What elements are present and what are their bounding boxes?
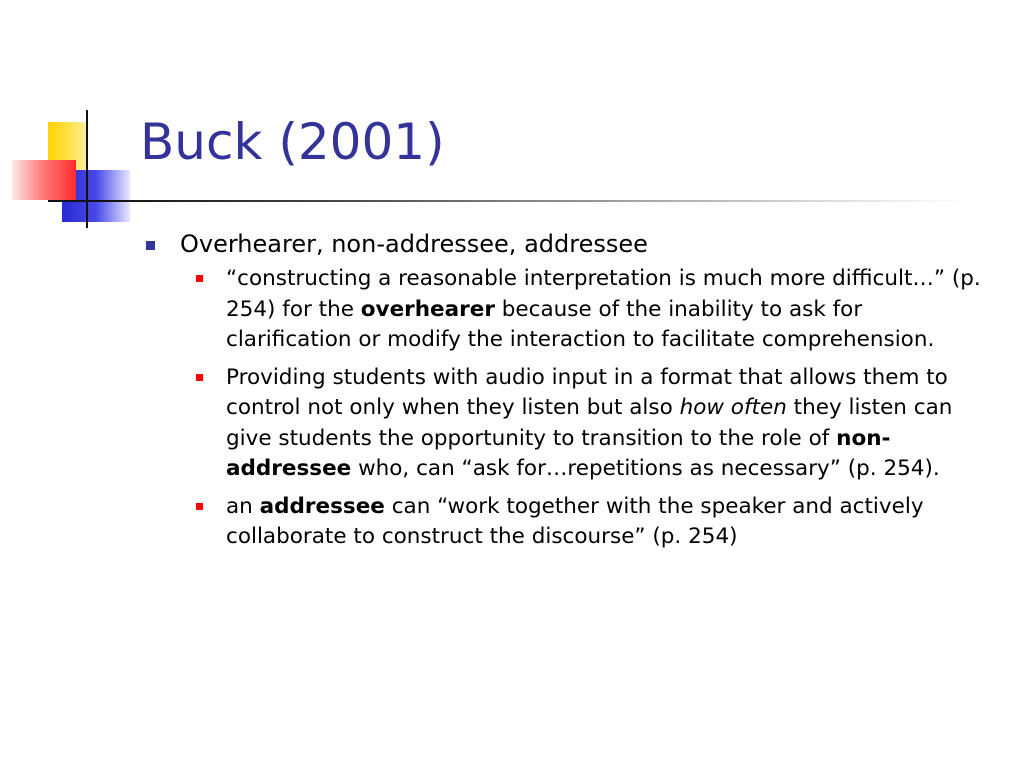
slide-title: Buck (2001) [140, 113, 445, 171]
sub-bullet-text: because of the inability to ask for clarification or modify the interaction to facilitate comprehension. [226, 296, 935, 352]
bold-term-non-addressee: non-addressee [226, 425, 891, 481]
bullet-level1-text: Overhearer, non-addressee, addressee [180, 230, 648, 258]
sub-bullet-text: they listen can give students the opportunity to transition to the role of [226, 395, 953, 451]
sub-bullet-text: Providing students with audio input in a format that allows them to control not only when they listen but also [226, 364, 948, 420]
logo-red-square [12, 160, 76, 200]
bullet-level1 [144, 228, 1004, 260]
italic-phrase-how-often: how often [679, 395, 787, 420]
slide-body [144, 228, 1004, 560]
bold-term-addressee: addressee [259, 493, 385, 519]
sub-bullet-non-addressee [190, 363, 990, 485]
sub-bullet-text: “constructing a reasonable interpretation is much more difficult…” (p. 254) for the [226, 266, 981, 322]
bullet-square-icon [146, 241, 155, 250]
bold-term-overhearer: overhearer [360, 296, 495, 322]
sub-bullet-addressee [190, 492, 990, 553]
sub-bullet-overhearer [190, 264, 990, 356]
title-underline [48, 200, 968, 202]
red-bullet-icon [196, 503, 203, 510]
sub-bullet-text: can “work together with the speaker and actively collaborate to construct the discourse” (p. 254) [226, 493, 924, 549]
red-bullet-icon [196, 374, 203, 381]
sub-bullet-text: who, can “ask for…repetitions as necessary” (p. 254). [351, 456, 940, 481]
sub-bullet-list [190, 264, 990, 553]
sub-bullet-text: an [226, 493, 260, 519]
logo-vertical-line [86, 110, 88, 228]
red-bullet-icon [196, 275, 203, 282]
